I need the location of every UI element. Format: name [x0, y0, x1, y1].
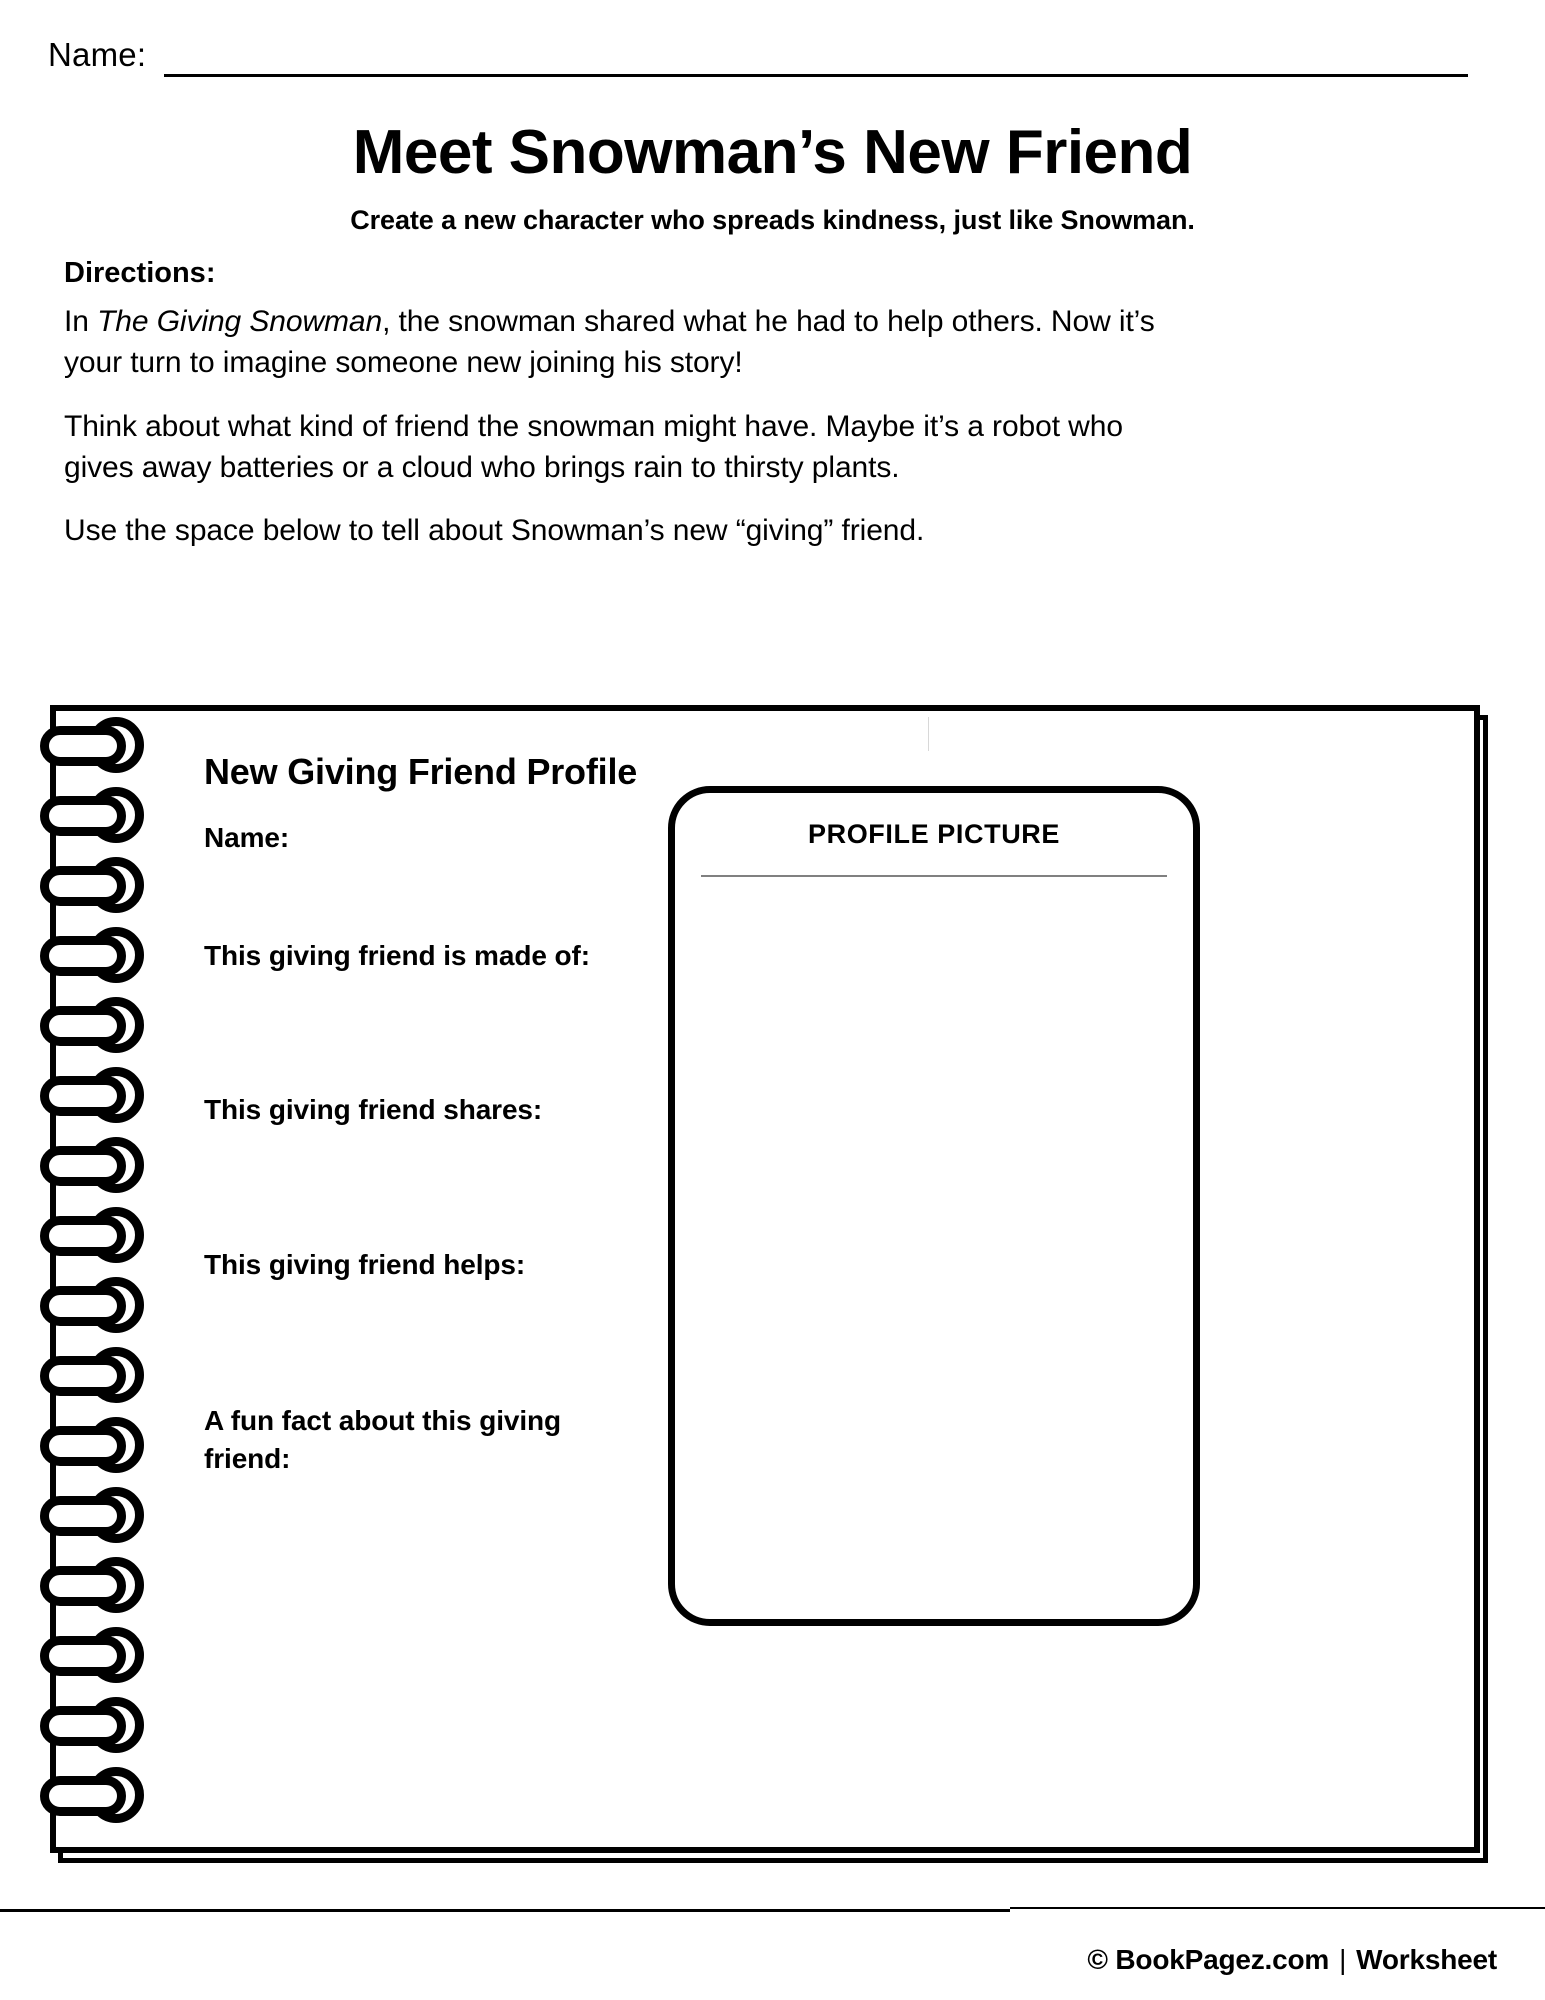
footer-divider-left — [0, 1909, 1010, 1912]
spiral-ring-bar-icon — [40, 1356, 126, 1396]
directions-paragraph-3: Use the space below to tell about Snowman’s new “giving” friend. — [64, 514, 925, 548]
spiral-ring-bar-icon — [40, 866, 126, 906]
spiral-ring-icon — [40, 1213, 144, 1259]
name-label: Name: — [48, 36, 147, 73]
spiral-ring-bar-icon — [40, 936, 126, 976]
spiral-ring-icon — [40, 1633, 144, 1679]
spiral-ring-bar-icon — [40, 726, 126, 766]
field-label-name: Name: — [204, 822, 290, 853]
footer-copyright: © BookPagez.com — [1087, 1944, 1330, 1975]
page-subtitle: Create a new character who spreads kindness, just like Snowman. — [350, 205, 1195, 235]
notebook-graphic — [40, 705, 1500, 1865]
spiral-ring-bar-icon — [40, 1006, 126, 1046]
spiral-ring-icon — [40, 723, 144, 769]
spiral-ring-icon — [40, 1423, 144, 1469]
spiral-ring-bar-icon — [40, 1146, 126, 1186]
answer-area-fun-fact[interactable] — [204, 1401, 624, 1511]
field-label-helps: This giving friend helps: — [204, 1249, 526, 1280]
footer-credit — [1087, 1944, 1497, 1976]
spiral-ring-icon — [40, 1773, 144, 1819]
answer-area-helps[interactable] — [204, 1281, 624, 1381]
spiral-binding — [40, 723, 170, 1851]
spiral-ring-bar-icon — [40, 1426, 126, 1466]
answer-area-made-of[interactable] — [204, 971, 624, 1071]
page-title: Meet Snowman’s New Friend — [352, 118, 1193, 187]
field-label-shares: This giving friend shares: — [204, 1094, 543, 1125]
profile-picture-title: PROFILE PICTURE — [807, 819, 1060, 849]
answer-area-name[interactable] — [204, 861, 624, 961]
field-label-made-of: This giving friend is made of: — [204, 940, 590, 971]
footer-separator: | — [1339, 1944, 1347, 1975]
spiral-ring-icon — [40, 1143, 144, 1189]
field-label-fun-fact: A fun fact about this giving friend: — [204, 1405, 562, 1474]
spiral-ring-icon — [40, 793, 144, 839]
spiral-ring-bar-icon — [40, 1636, 126, 1676]
page-fold-mark — [928, 717, 929, 751]
directions-paragraph-1-rest: , the snowman shared what he had to help others. Now it’s your turn to imagine someone new joining his story! — [64, 304, 1155, 380]
answer-area-shares[interactable] — [204, 1126, 624, 1226]
spiral-ring-bar-icon — [40, 1496, 126, 1536]
directions-paragraph-2: Think about what kind of friend the snowman might have. Maybe it’s a robot who gives away batteries or a cloud who brings rain to thirsty plants. — [64, 409, 1123, 484]
profile-picture-divider — [701, 875, 1167, 877]
spiral-ring-icon — [40, 1563, 144, 1609]
spiral-ring-icon — [40, 933, 144, 979]
profile-picture-card[interactable] — [668, 786, 1200, 1626]
spiral-ring-icon — [40, 1703, 144, 1749]
directions-paragraph-1-lead: In — [64, 304, 98, 338]
directions-section — [64, 256, 1174, 552]
spiral-ring-bar-icon — [40, 796, 126, 836]
spiral-ring-bar-icon — [40, 1286, 126, 1326]
footer-label: Worksheet — [1356, 1944, 1497, 1975]
footer-divider-right — [1010, 1907, 1545, 1909]
spiral-ring-icon — [40, 1283, 144, 1329]
spiral-ring-icon — [40, 863, 144, 909]
spiral-ring-bar-icon — [40, 1076, 126, 1116]
spiral-ring-bar-icon — [40, 1776, 126, 1816]
notebook-front-page — [50, 705, 1480, 1853]
profile-section-heading: New Giving Friend Profile — [204, 751, 638, 792]
spiral-ring-icon — [40, 1493, 144, 1539]
directions-heading: Directions: — [64, 257, 216, 289]
name-write-line[interactable] — [164, 74, 1468, 77]
spiral-ring-bar-icon — [40, 1706, 126, 1746]
spiral-ring-icon — [40, 1073, 144, 1119]
spiral-ring-icon — [40, 1003, 144, 1049]
book-title-giving-snowman: The Giving Snowman — [97, 304, 383, 338]
directions-paragraph-1 — [64, 301, 1174, 384]
spiral-ring-bar-icon — [40, 1216, 126, 1256]
spiral-ring-bar-icon — [40, 1566, 126, 1606]
name-row — [48, 38, 1468, 77]
spiral-ring-icon — [40, 1353, 144, 1399]
